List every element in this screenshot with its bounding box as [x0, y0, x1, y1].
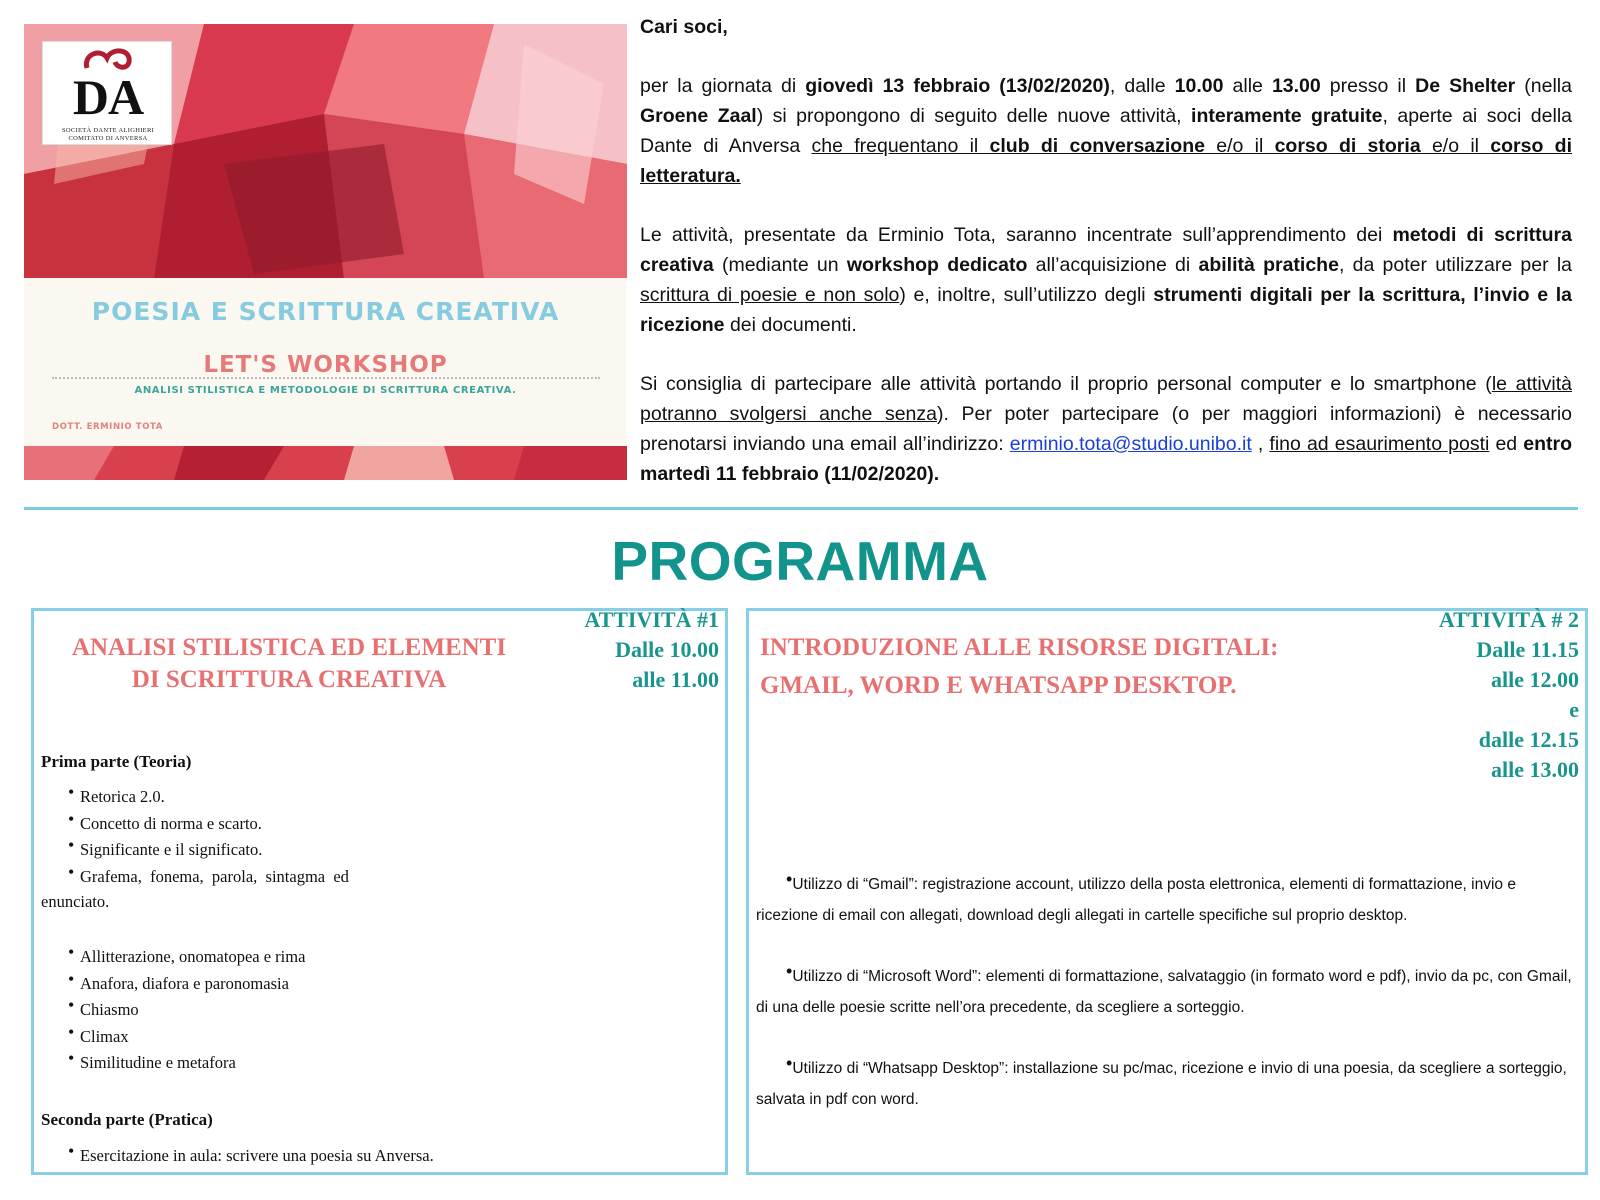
- poster-subtitle: LET'S WORKSHOP: [203, 352, 448, 378]
- theory-list: [68, 784, 428, 890]
- list-item: • Similitudine e metafora: [68, 1048, 236, 1072]
- activity-1-title: ANALISI STILISTICA ED ELEMENTI DI SCRITTURA CREATIVA: [71, 634, 507, 693]
- activity-2-box: [746, 608, 1588, 1175]
- intro-paragraph-3: Si consiglia di partecipare alle attività portando il proprio personal computer e lo smartphone (le attività potranno svolgersi anche senza). Per poter partecipare (o per maggiori informazioni) è necessario prenotarsi inviando una email all’indirizzo: erminio.tota@studio.unibo.it , fino ad esaurimento posti ed entro martedì 11 febbraio (11/02/2020).: [640, 373, 1573, 485]
- activity-2-time: ATTIVITÀ # 2 Dalle 11.15 alle 12.00 e dalle 12.15 alle 13.00: [1438, 607, 1579, 782]
- poster-dotted-divider: [52, 377, 600, 379]
- part-2-heading: Seconda parte (Pratica): [41, 1110, 213, 1129]
- activity-1-box: [31, 608, 728, 1175]
- intro-paragraph-2: Le attività, presentate da Erminio Tota, saranno incentrate sull’apprendimento dei metodi di scrittura creativa (mediante un workshop dedicato all’acquisizione di abilità pratiche, da poter utilizzare per la scrittura di poesie e non solo) e, inoltre, sull’utilizzo degli strumenti digitali per la scrittura, l’invio e la ricezione dei documenti.: [640, 224, 1573, 336]
- intro-letter: [640, 12, 1572, 518]
- list-item-continuation: enunciato.: [41, 892, 110, 911]
- list-item: • Chiasmo: [68, 995, 139, 1019]
- list-item: • Allitterazione, onomatopea e rima: [68, 942, 306, 966]
- list-item: • Climax: [68, 1021, 129, 1046]
- activity-2-title: INTRODUZIONE ALLE RISORSE DIGITALI: GMAIL, WORD E WHATSAPP DESKTOP.: [760, 634, 1279, 699]
- email-link[interactable]: erminio.tota@studio.unibo.it: [1009, 433, 1252, 455]
- list-item: •Utilizzo di “Microsoft Word”: elementi di formattazione, salvataggio (in formato word e pdf), invio da pc, con Gmail, di una delle poesie scritte nell’ora precedente, da scegliere a sorteggio.: [756, 961, 1572, 1016]
- practice-list: [68, 1143, 668, 1170]
- figures-list: [68, 944, 468, 1077]
- logo-letters: DA: [72, 69, 144, 125]
- list-item: • Grafema, fonema, parola, sintagma ed: [68, 861, 349, 886]
- logo-committee-name: COMITATO DI ANVERSA: [68, 135, 148, 142]
- list-item: •Utilizzo di “Whatsapp Desktop”: installazione su pc/mac, ricezione e invio di una poesia, da scegliere a sorteggio, salvata in pdf con word.: [756, 1053, 1567, 1108]
- list-item: • Anafora, diafora e paronomasia: [68, 968, 289, 993]
- poster-tagline: ANALISI STILISTICA E METODOLOGIE DI SCRITTURA CREATIVA.: [134, 385, 517, 396]
- activity-1-time: ATTIVITÀ #1 Dalle 10.00 alle 11.00: [584, 607, 719, 692]
- digital-resources-list: [756, 868, 1574, 1144]
- workshop-poster: [24, 24, 627, 480]
- list-item: • Retorica 2.0.: [68, 782, 165, 806]
- poster-title: POESIA E SCRITTURA CREATIVA: [91, 297, 560, 326]
- list-item: •Utilizzo di “Gmail”: registrazione account, utilizzo della posta elettronica, elementi di formattazione, invio e ricezione di email con allegati, download degli allegati in cartelle specifiche sul proprio desktop.: [756, 869, 1516, 924]
- logo-society-name: SOCIETÀ DANTE ALIGHIERI: [61, 127, 155, 134]
- programma-heading: PROGRAMMA: [611, 530, 989, 592]
- list-item: • Concetto di norma e scarto.: [68, 808, 262, 833]
- part-1-heading: Prima parte (Teoria): [41, 752, 192, 771]
- list-item: • Significante e il significato.: [68, 835, 263, 859]
- dante-alighieri-logo: [42, 41, 172, 145]
- poster-author: DOTT. ERMINIO TOTA: [52, 422, 163, 432]
- section-divider: [24, 507, 1578, 510]
- abstract-red-strip: [24, 446, 627, 480]
- greeting: Cari soci,: [640, 16, 728, 38]
- intro-paragraph-1: per la giornata di giovedì 13 febbraio (13/02/2020), dalle 10.00 alle 13.00 presso il De Shelter (nella Groene Zaal) si propongono di seguito delle nuove attività, interamente gratuite, aperte ai soci della Dante di Anversa che frequentano il club di conversazione e/o il corso di storia e/o il corso di letteratura.: [640, 75, 1573, 187]
- list-item: • Esercitazione in aula: scrivere una poesia su Anversa.: [68, 1141, 434, 1165]
